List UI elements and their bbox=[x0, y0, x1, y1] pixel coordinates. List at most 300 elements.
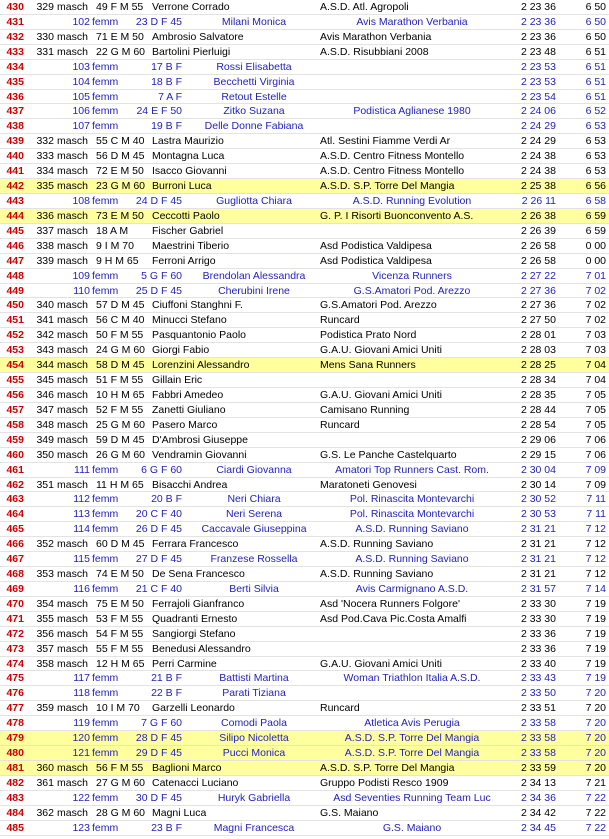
pace-cell: 7 11 bbox=[586, 493, 606, 506]
finish-time-cell: 2 25 38 bbox=[520, 180, 556, 193]
team-cell: A.S.D. Risubbiani 2008 bbox=[320, 45, 429, 58]
pace-cell: 7 21 bbox=[585, 776, 606, 789]
position-cell: 475 bbox=[6, 672, 24, 685]
runner-name-cell: Cherubini Irene bbox=[218, 284, 290, 297]
category-cell: 7 G F 60 bbox=[141, 717, 182, 730]
team-cell: Pol. Rinascita Montevarchi bbox=[349, 508, 475, 521]
position-cell: 461 bbox=[6, 463, 24, 476]
gender-cell: femm bbox=[92, 75, 119, 88]
runner-name-cell: Lorenzini Alessandro bbox=[152, 359, 250, 372]
finish-time-cell: 2 33 59 bbox=[520, 762, 556, 775]
gender-cell: masch bbox=[57, 359, 88, 372]
team-cell: Avis Marathon Verbania bbox=[320, 30, 432, 43]
table-row bbox=[0, 15, 609, 30]
table-row bbox=[0, 552, 609, 567]
position-cell: 481 bbox=[6, 762, 24, 775]
runner-name-cell: Magni Luca bbox=[152, 806, 207, 819]
team-cell: Runcard bbox=[320, 314, 360, 327]
bib-cell: 108 bbox=[72, 194, 90, 207]
finish-time-cell: 2 28 54 bbox=[520, 418, 556, 431]
pace-cell: 7 05 bbox=[585, 388, 606, 401]
team-cell: Avis Marathon Verbania bbox=[356, 15, 468, 28]
runner-name-cell: Maestrini Tiberio bbox=[152, 239, 230, 252]
runner-name-cell: Caccavale Giuseppina bbox=[201, 523, 307, 536]
category-cell: 20 C F 40 bbox=[135, 508, 182, 521]
finish-time-cell: 2 31 21 bbox=[520, 553, 556, 566]
table-row bbox=[0, 791, 609, 806]
table-row bbox=[0, 179, 609, 194]
table-row bbox=[0, 373, 609, 388]
pace-cell: 6 59 bbox=[585, 224, 606, 237]
finish-time-cell: 2 26 58 bbox=[520, 254, 556, 267]
runner-name-cell: Retout Estelle bbox=[221, 90, 287, 103]
table-row bbox=[0, 537, 609, 552]
runner-name-cell: Ceccotti Paolo bbox=[152, 209, 220, 222]
category-cell: 71 E M 50 bbox=[96, 30, 144, 43]
bib-cell: 357 bbox=[36, 642, 54, 655]
runner-name-cell: Pucci Monica bbox=[222, 747, 286, 760]
pace-cell: 7 20 bbox=[585, 747, 606, 760]
category-cell: 49 F M 55 bbox=[96, 1, 144, 13]
category-cell: 7 A F bbox=[158, 90, 182, 103]
bib-cell: 362 bbox=[36, 806, 54, 819]
category-cell: 28 G M 60 bbox=[96, 806, 146, 819]
position-cell: 456 bbox=[6, 388, 24, 401]
finish-time-cell: 2 33 58 bbox=[520, 732, 556, 745]
runner-name-cell: Milani Monica bbox=[221, 15, 287, 28]
team-cell: Runcard bbox=[320, 418, 360, 431]
position-cell: 468 bbox=[6, 568, 24, 581]
finish-time-cell: 2 23 54 bbox=[520, 90, 556, 103]
category-cell: 25 G M 60 bbox=[96, 418, 146, 431]
bib-cell: 346 bbox=[36, 388, 54, 401]
team-cell: A.S.D. Centro Fitness Montello bbox=[320, 165, 465, 178]
runner-name-cell: Burroni Luca bbox=[152, 180, 212, 193]
category-cell: 18 A M bbox=[96, 224, 129, 237]
gender-cell: masch bbox=[57, 403, 88, 416]
team-cell: Camisano Running bbox=[320, 403, 410, 416]
bib-cell: 118 bbox=[73, 687, 90, 700]
pace-cell: 7 03 bbox=[585, 329, 606, 342]
gender-cell: femm bbox=[92, 717, 119, 730]
position-cell: 435 bbox=[6, 75, 24, 88]
category-cell: 52 F M 55 bbox=[96, 403, 144, 416]
team-cell: Asd 'Nocera Runners Folgore' bbox=[320, 597, 460, 610]
gender-cell: masch bbox=[57, 135, 88, 148]
finish-time-cell: 2 24 38 bbox=[520, 150, 556, 163]
bib-cell: 360 bbox=[36, 762, 54, 775]
gender-cell: masch bbox=[57, 1, 88, 13]
pace-cell: 7 05 bbox=[585, 403, 606, 416]
finish-time-cell: 2 26 11 bbox=[521, 194, 556, 207]
pace-cell: 7 03 bbox=[585, 344, 606, 357]
category-cell: 24 D F 45 bbox=[135, 194, 182, 207]
runner-name-cell: Brendolan Alessandra bbox=[202, 269, 306, 282]
runner-name-cell: D'Ambrosi Giuseppe bbox=[152, 433, 248, 446]
bib-cell: 329 bbox=[36, 1, 54, 13]
team-cell: A.S.D. Running Saviano bbox=[355, 523, 469, 536]
category-cell: 6 G F 60 bbox=[141, 463, 182, 476]
team-cell: Pol. Rinascita Montevarchi bbox=[349, 493, 475, 506]
pace-cell: 7 05 bbox=[585, 418, 606, 431]
pace-cell: 7 12 bbox=[585, 553, 606, 566]
gender-cell: femm bbox=[92, 269, 119, 282]
team-cell: A.S.D. Atl. Agropoli bbox=[320, 1, 409, 13]
pace-cell: 7 14 bbox=[585, 582, 606, 595]
pace-cell: 6 53 bbox=[585, 135, 606, 148]
gender-cell: masch bbox=[57, 299, 88, 312]
team-cell: A.S.D. S.P. Torre Del Mangia bbox=[344, 732, 480, 745]
bib-cell: 337 bbox=[36, 224, 54, 237]
gender-cell: masch bbox=[57, 448, 88, 461]
gender-cell: femm bbox=[92, 672, 119, 685]
table-row bbox=[0, 612, 609, 627]
position-cell: 470 bbox=[6, 597, 24, 610]
position-cell: 446 bbox=[6, 239, 24, 252]
gender-cell: masch bbox=[57, 329, 88, 342]
position-cell: 432 bbox=[6, 30, 24, 43]
finish-time-cell: 2 24 29 bbox=[520, 135, 556, 148]
position-cell: 445 bbox=[6, 224, 24, 237]
gender-cell: masch bbox=[57, 657, 88, 670]
finish-time-cell: 2 31 21 bbox=[520, 568, 556, 581]
position-cell: 484 bbox=[6, 806, 24, 819]
table-row bbox=[0, 463, 609, 478]
runner-name-cell: Berti Silvia bbox=[229, 582, 279, 595]
table-row bbox=[0, 567, 609, 582]
gender-cell: femm bbox=[92, 508, 119, 521]
category-cell: 23 B F bbox=[151, 821, 182, 834]
gender-cell: masch bbox=[57, 433, 88, 446]
bib-cell: 354 bbox=[36, 597, 54, 610]
category-cell: 28 D F 45 bbox=[135, 732, 182, 745]
pace-cell: 7 12 bbox=[585, 538, 606, 551]
gender-cell: masch bbox=[57, 627, 88, 640]
table-row bbox=[0, 761, 609, 776]
table-row bbox=[0, 239, 609, 254]
team-cell: A.S.D. S.P. Torre Del Mangia bbox=[344, 747, 480, 760]
team-cell: Avis Carmignano A.S.D. bbox=[355, 582, 469, 595]
category-cell: 54 F M 55 bbox=[96, 627, 144, 640]
bib-cell: 342 bbox=[36, 329, 54, 342]
pace-cell: 6 58 bbox=[585, 194, 606, 207]
position-cell: 459 bbox=[6, 433, 24, 446]
finish-time-cell: 2 23 53 bbox=[520, 60, 556, 73]
table-row bbox=[0, 821, 609, 836]
category-cell: 23 D F 45 bbox=[135, 15, 182, 28]
finish-time-cell: 2 27 50 bbox=[520, 314, 556, 327]
pace-cell: 7 20 bbox=[585, 687, 606, 700]
category-cell: 50 F M 55 bbox=[96, 329, 144, 342]
gender-cell: masch bbox=[57, 702, 88, 715]
table-row bbox=[0, 671, 609, 686]
gender-cell: femm bbox=[92, 553, 119, 566]
table-row bbox=[0, 313, 609, 328]
runner-name-cell: Quadranti Ernesto bbox=[152, 612, 238, 625]
bib-cell: 107 bbox=[72, 120, 90, 133]
position-cell: 477 bbox=[6, 702, 24, 715]
pace-cell: 7 09 bbox=[585, 478, 606, 491]
position-cell: 458 bbox=[6, 418, 24, 431]
gender-cell: masch bbox=[57, 642, 88, 655]
bib-cell: 123 bbox=[72, 821, 90, 834]
finish-time-cell: 2 30 14 bbox=[520, 478, 556, 491]
runner-name-cell: Isacco Giovanni bbox=[152, 165, 227, 178]
team-cell: G.A.U. Giovani Amici Uniti bbox=[320, 657, 442, 670]
table-row bbox=[0, 75, 609, 90]
gender-cell: masch bbox=[57, 314, 88, 327]
gender-cell: femm bbox=[92, 120, 119, 133]
pace-cell: 6 50 bbox=[585, 1, 606, 13]
gender-cell: masch bbox=[57, 180, 88, 193]
position-cell: 476 bbox=[6, 687, 24, 700]
bib-cell: 338 bbox=[36, 239, 54, 252]
category-cell: 72 E M 50 bbox=[96, 165, 144, 178]
runner-name-cell: Benedusi Alessandro bbox=[152, 642, 251, 655]
pace-cell: 7 02 bbox=[585, 299, 606, 312]
bib-cell: 335 bbox=[36, 180, 54, 193]
runner-name-cell: Bartolini Pierluigi bbox=[152, 45, 231, 58]
position-cell: 443 bbox=[6, 194, 24, 207]
table-row bbox=[0, 627, 609, 642]
table-row bbox=[0, 657, 609, 672]
gender-cell: masch bbox=[57, 806, 88, 819]
runner-name-cell: Giorgi Fabio bbox=[152, 344, 210, 357]
team-cell: G.A.U. Giovani Amici Uniti bbox=[320, 388, 442, 401]
category-cell: 5 G F 60 bbox=[141, 269, 182, 282]
position-cell: 469 bbox=[6, 582, 24, 595]
bib-cell: 117 bbox=[73, 672, 90, 685]
table-row bbox=[0, 119, 609, 134]
team-cell: Podistica Aglianese 1980 bbox=[353, 105, 471, 118]
team-cell: G.S. Le Panche Castelquarto bbox=[320, 448, 457, 461]
position-cell: 450 bbox=[6, 299, 24, 312]
team-cell: A.S.D. Running Evolution bbox=[352, 194, 472, 207]
gender-cell: femm bbox=[92, 791, 119, 804]
position-cell: 463 bbox=[6, 493, 24, 506]
bib-cell: 104 bbox=[72, 75, 90, 88]
category-cell: 51 F M 55 bbox=[96, 374, 144, 387]
category-cell: 11 H M 65 bbox=[96, 478, 144, 491]
bib-cell: 349 bbox=[36, 433, 54, 446]
table-row bbox=[0, 209, 609, 224]
bib-cell: 353 bbox=[36, 568, 54, 581]
finish-time-cell: 2 24 06 bbox=[520, 105, 556, 118]
bib-cell: 340 bbox=[36, 299, 54, 312]
team-cell: G.A.U. Giovani Amici Uniti bbox=[320, 344, 442, 357]
position-cell: 449 bbox=[6, 284, 24, 297]
gender-cell: femm bbox=[92, 284, 119, 297]
team-cell: Asd Podistica Valdipesa bbox=[320, 239, 432, 252]
runner-name-cell: De Sena Francesco bbox=[152, 568, 245, 581]
gender-cell: femm bbox=[92, 105, 119, 118]
gender-cell: masch bbox=[57, 538, 88, 551]
bib-cell: 358 bbox=[36, 657, 54, 670]
pace-cell: 7 04 bbox=[585, 374, 606, 387]
pace-cell: 6 52 bbox=[585, 105, 606, 118]
pace-cell: 7 22 bbox=[585, 806, 606, 819]
position-cell: 440 bbox=[6, 150, 24, 163]
table-row bbox=[0, 418, 609, 433]
gender-cell: femm bbox=[92, 194, 119, 207]
category-cell: 74 E M 50 bbox=[96, 568, 144, 581]
pace-cell: 7 02 bbox=[585, 314, 606, 327]
gender-cell: femm bbox=[92, 821, 119, 834]
finish-time-cell: 2 27 36 bbox=[520, 299, 556, 312]
category-cell: 55 C M 40 bbox=[96, 135, 145, 148]
runner-name-cell: Catenacci Luciano bbox=[152, 776, 239, 789]
team-cell: Amatori Top Runners Cast. Rom. bbox=[335, 463, 489, 476]
table-row bbox=[0, 269, 609, 284]
pace-cell: 7 20 bbox=[585, 702, 606, 715]
table-row bbox=[0, 448, 609, 463]
position-cell: 431 bbox=[6, 15, 24, 28]
finish-time-cell: 2 29 15 bbox=[520, 448, 556, 461]
runner-name-cell: Garzelli Leonardo bbox=[152, 702, 235, 715]
runner-name-cell: Silipo Nicoletta bbox=[219, 732, 289, 745]
finish-time-cell: 2 29 06 bbox=[520, 433, 556, 446]
category-cell: 60 D M 45 bbox=[96, 538, 145, 551]
team-cell: G.S. Maiano bbox=[382, 821, 442, 834]
pace-cell: 7 12 bbox=[585, 568, 606, 581]
category-cell: 56 D M 45 bbox=[96, 150, 145, 163]
bib-cell: 350 bbox=[36, 448, 54, 461]
category-cell: 18 B F bbox=[151, 75, 182, 88]
runner-name-cell: Ferroni Arrigo bbox=[152, 254, 216, 267]
table-row bbox=[0, 478, 609, 493]
runner-name-cell: Rossi Elisabetta bbox=[216, 60, 292, 73]
bib-cell: 110 bbox=[73, 284, 90, 297]
bib-cell: 348 bbox=[36, 418, 54, 431]
table-row bbox=[0, 776, 609, 791]
position-cell: 441 bbox=[6, 165, 24, 178]
category-cell: 53 F M 55 bbox=[96, 612, 144, 625]
finish-time-cell: 2 28 03 bbox=[520, 344, 556, 357]
gender-cell: masch bbox=[57, 209, 88, 222]
finish-time-cell: 2 34 42 bbox=[520, 806, 556, 819]
gender-cell: masch bbox=[57, 254, 88, 267]
pace-cell: 6 50 bbox=[585, 15, 606, 28]
bib-cell: 355 bbox=[36, 612, 54, 625]
finish-time-cell: 2 23 36 bbox=[520, 30, 556, 43]
bib-cell: 113 bbox=[73, 508, 90, 521]
finish-time-cell: 2 33 30 bbox=[520, 612, 556, 625]
finish-time-cell: 2 33 36 bbox=[520, 627, 556, 640]
finish-time-cell: 2 26 58 bbox=[520, 239, 556, 252]
finish-time-cell: 2 27 22 bbox=[520, 269, 556, 282]
position-cell: 465 bbox=[6, 523, 24, 536]
pace-cell: 6 50 bbox=[585, 30, 606, 43]
pace-cell: 6 51 bbox=[585, 90, 606, 103]
runner-name-cell: Ambrosio Salvatore bbox=[152, 30, 244, 43]
table-row bbox=[0, 224, 609, 239]
finish-time-cell: 2 34 36 bbox=[520, 791, 556, 804]
runner-name-cell: Ciardi Giovanna bbox=[216, 463, 292, 476]
position-cell: 448 bbox=[6, 269, 24, 282]
position-cell: 472 bbox=[6, 627, 24, 640]
position-cell: 454 bbox=[6, 359, 24, 372]
pace-cell: 6 59 bbox=[585, 209, 606, 222]
finish-time-cell: 2 33 40 bbox=[520, 657, 556, 670]
runner-name-cell: Neri Chiara bbox=[227, 493, 281, 506]
bib-cell: 339 bbox=[36, 254, 54, 267]
gender-cell: masch bbox=[57, 374, 88, 387]
category-cell: 58 D M 45 bbox=[96, 359, 145, 372]
table-row bbox=[0, 149, 609, 164]
finish-time-cell: 2 23 36 bbox=[520, 15, 556, 28]
runner-name-cell: Fischer Gabriel bbox=[152, 224, 224, 237]
table-row bbox=[0, 45, 609, 60]
team-cell: Atletica Avis Perugia bbox=[364, 717, 460, 730]
runner-name-cell: Gugliotta Chiara bbox=[216, 194, 292, 207]
pace-cell: 7 06 bbox=[585, 433, 606, 446]
gender-cell: femm bbox=[92, 732, 119, 745]
runner-name-cell: Becchetti Virginia bbox=[213, 75, 295, 88]
table-row bbox=[0, 746, 609, 761]
runner-name-cell: Zanetti Giuliano bbox=[152, 403, 226, 416]
finish-time-cell: 2 31 21 bbox=[520, 538, 556, 551]
gender-cell: masch bbox=[57, 30, 88, 43]
position-cell: 479 bbox=[6, 732, 24, 745]
gender-cell: femm bbox=[92, 582, 119, 595]
category-cell: 22 B F bbox=[151, 687, 182, 700]
runner-name-cell: Pasero Marco bbox=[152, 418, 218, 431]
table-row bbox=[0, 358, 609, 373]
position-cell: 436 bbox=[6, 90, 24, 103]
runner-name-cell: Verrone Corrado bbox=[152, 1, 230, 13]
finish-time-cell: 2 23 53 bbox=[520, 75, 556, 88]
pace-cell: 6 56 bbox=[585, 180, 606, 193]
runner-name-cell: Neri Serena bbox=[225, 508, 283, 521]
bib-cell: 331 bbox=[36, 45, 54, 58]
runner-name-cell: Huryk Gabriella bbox=[217, 791, 291, 804]
gender-cell: masch bbox=[57, 150, 88, 163]
bib-cell: 105 bbox=[72, 90, 90, 103]
runner-name-cell: Fabbri Amedeo bbox=[152, 388, 224, 401]
position-cell: 483 bbox=[6, 791, 24, 804]
runner-name-cell: Ciuffoni Stanghni F. bbox=[152, 299, 243, 312]
position-cell: 439 bbox=[6, 135, 24, 148]
runner-name-cell: Sangiorgi Stefano bbox=[152, 627, 236, 640]
category-cell: 10 I M 70 bbox=[96, 702, 140, 715]
position-cell: 444 bbox=[6, 209, 24, 222]
bib-cell: 114 bbox=[73, 523, 90, 536]
category-cell: 56 C M 40 bbox=[96, 314, 145, 327]
team-cell: G.S. Maiano bbox=[320, 806, 379, 819]
gender-cell: masch bbox=[57, 612, 88, 625]
pace-cell: 7 11 bbox=[586, 508, 606, 521]
gender-cell: femm bbox=[92, 60, 119, 73]
runner-name-cell: Vendramin Giovanni bbox=[152, 448, 247, 461]
team-cell: Mens Sana Runners bbox=[320, 359, 416, 372]
position-cell: 464 bbox=[6, 508, 24, 521]
category-cell: 21 C F 40 bbox=[135, 582, 182, 595]
table-row bbox=[0, 701, 609, 716]
category-cell: 9 H M 65 bbox=[96, 254, 139, 267]
team-cell: Vicenza Runners bbox=[372, 269, 452, 282]
position-cell: 471 bbox=[6, 612, 24, 625]
category-cell: 56 F M 55 bbox=[96, 762, 144, 775]
finish-time-cell: 2 33 58 bbox=[520, 717, 556, 730]
category-cell: 24 G M 60 bbox=[96, 344, 146, 357]
bib-cell: 109 bbox=[72, 269, 90, 282]
finish-time-cell: 2 28 34 bbox=[520, 374, 556, 387]
category-cell: 26 G M 60 bbox=[96, 448, 146, 461]
bib-cell: 352 bbox=[36, 538, 54, 551]
finish-time-cell: 2 33 43 bbox=[520, 672, 556, 685]
category-cell: 59 D M 45 bbox=[96, 433, 145, 446]
pace-cell: 7 22 bbox=[585, 791, 606, 804]
